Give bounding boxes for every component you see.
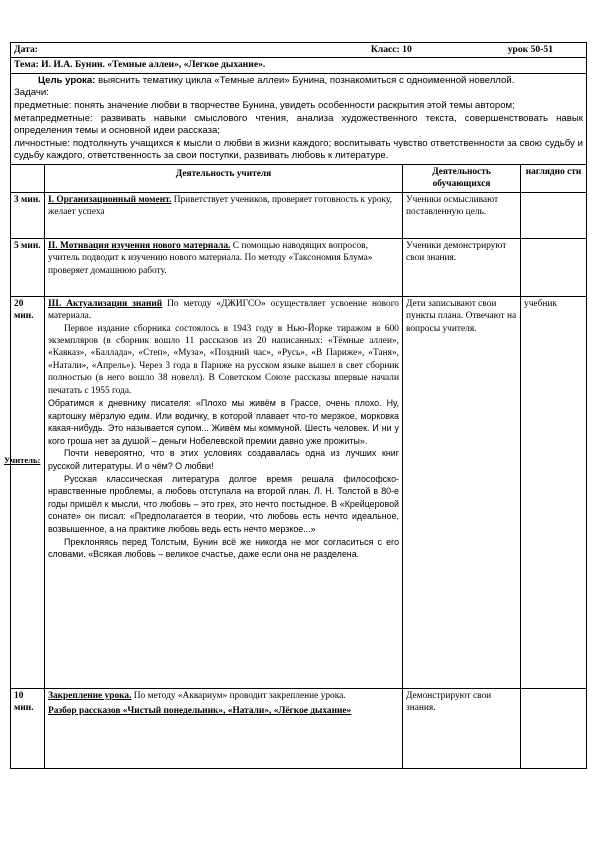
stories-analysis: Разбор рассказов «Чистый понедельник», «Натали», «Лёгкое дыхание» [48,706,352,717]
stage-text: Приветствует учеников, проверяет готовность к уроку, желает успеха [48,194,393,218]
date-label: Дата: [14,44,38,55]
history-paragraph: Первое издание сборника состоялось в 1943 году в Нью-Йорке тиражом в 600 экземпляров (в сборник вошло 11 рассказов из 20 написанных: «Тёмные аллеи», «Кавказ», «Баллада», «Степ», «Муза», «Поздний час», «Русь», «В Париже», «Таня», «Натали», «Апрель»). Через 3 года в Париже на русском языке вышел в свет сборник полностью (в него вошло 38 новелл). В Советском Союзе рассказы впервые начали печатать с 1955 года. [48,323,399,396]
stage-title: I. Организационный момент. [48,194,172,205]
stage-visual [521,238,587,296]
stage-student-activity: Демонстрируют свои знания. [403,688,521,768]
stage-title: II. Мотивация изучения нового материала. [48,240,231,251]
stage-time: 20 мин. [11,296,45,688]
stage-student-activity: Дети записывают свои пункты плана. Отвечают на вопросы учителя. [403,296,521,688]
stage-student-activity: Ученики демонстрируют свои знания. [403,238,521,296]
tasks-label: Задачи: [14,87,49,99]
table-row [11,238,587,296]
date-row [11,43,587,58]
table-row [11,192,587,238]
stage-visual: учебник [521,296,587,688]
goal-label: Цель урока: [38,74,96,86]
teacher-side-label: Учитель: [4,455,41,465]
class-label: Класс: 10 [370,44,412,55]
column-visual: наглядно сти [521,164,587,192]
task-subject: предметные: понять значение любви в творчестве Бунина, увидеть особенности раскрытия этой темы автором; [14,100,515,111]
tolstoy-paragraph: Русская классическая литература долгое время решала философско-нравственные проблемы, а любовь отступала на второй план. Л. Н. Толстой в 80-е годы пришёл к мысли, что любовь – это грех, это нечто постыдное. В «Крейцеровой сонате» он писал: «Предполагается в теории, что любовь есть нечто идеальное, возвышенное, а на практике любовь ведь есть нечто мерзкое...» [48,473,399,534]
stage-teacher-activity [45,296,403,688]
lesson-plan-page [10,42,586,769]
lesson-header-table [10,42,587,165]
stage-student-activity: Ученики осмысливают поставленную цель. [403,192,521,238]
stage-text: С помощью наводящих вопросов, учитель подводит к изучению нового материала. По методу «Таксономия Блума» проверяет домашнюю работу. [48,240,373,276]
column-teacher: Деятельность учителя [45,164,403,192]
column-student: Деятельность обучающихся [403,164,521,192]
stage-title: III. Актуализация знаний [48,298,163,309]
stage-visual [521,192,587,238]
topic-row [11,58,587,73]
task-personal: личностные: подтолкнуть учащихся к мысли о любви в жизни каждого; воспитывать чувство ответственности за свою судьбу и судьбу каждого, ответственность за свои поступки, развивать любовь к литературе. [14,137,583,162]
goal-text: выяснить тематику цикла «Темные аллеи» Бунина, познакомиться с одноименной новеллой. [98,74,515,86]
table-row [11,296,587,688]
lesson-stages-table [10,164,587,769]
bunin-paragraph: Преклоняясь перед Толстым, Бунин всё же никогда не мог согласиться с его словами. «Всякая любовь – великое счастье, даже если она не разделена. [48,536,399,560]
task-meta: метапредметные: развивать навыки смыслового чтения, анализа художественного текста, совершенствовать навык определения темы и основной идеи рассказа; [14,112,583,137]
diary-paragraph: Обратимся к дневнику писателя: «Плохо мы живём в Грассе, очень плохо. Ну, картошку мёрзлую едим. Или водичку, в которой плавает что-то мерзкое, морковка какая-нибудь. Это называется супом... Живём мы коммуной. Шесть человек. И ни у кого гроша нет за душой – деньги Нобелевской премии давно уже прожиты». [48,398,399,446]
topic-text: И. И.А. Бунин. «Темные аллеи», «Легкое дыхание». [41,59,266,71]
goals-block [11,73,587,164]
stage-time: 3 мин. [11,192,45,238]
stage-time: 5 мин. [11,238,45,296]
topic-label: Тема: [14,59,39,71]
stage-time: 10 мин. [11,688,45,768]
table-row [11,688,587,768]
stage-teacher-activity [45,238,403,296]
table-header-row [11,164,587,192]
stage-teacher-activity [45,192,403,238]
stage-visual [521,688,587,768]
stage-teacher-activity [45,688,403,768]
lesson-number: урок 50-51 [507,44,553,55]
stage-title: Закрепление урока. [48,690,132,701]
stage-text: По методу «Аквариум» проводит закрепление урока. [131,690,346,701]
love-paragraph: Почти невероятно, что в этих условиях создавалась одна из лучших книг русской литературы. И о чём? О любви! [48,448,399,471]
stage-text: По методу «ДЖИГСО» осуществляет усвоение нового материала. [48,298,399,322]
